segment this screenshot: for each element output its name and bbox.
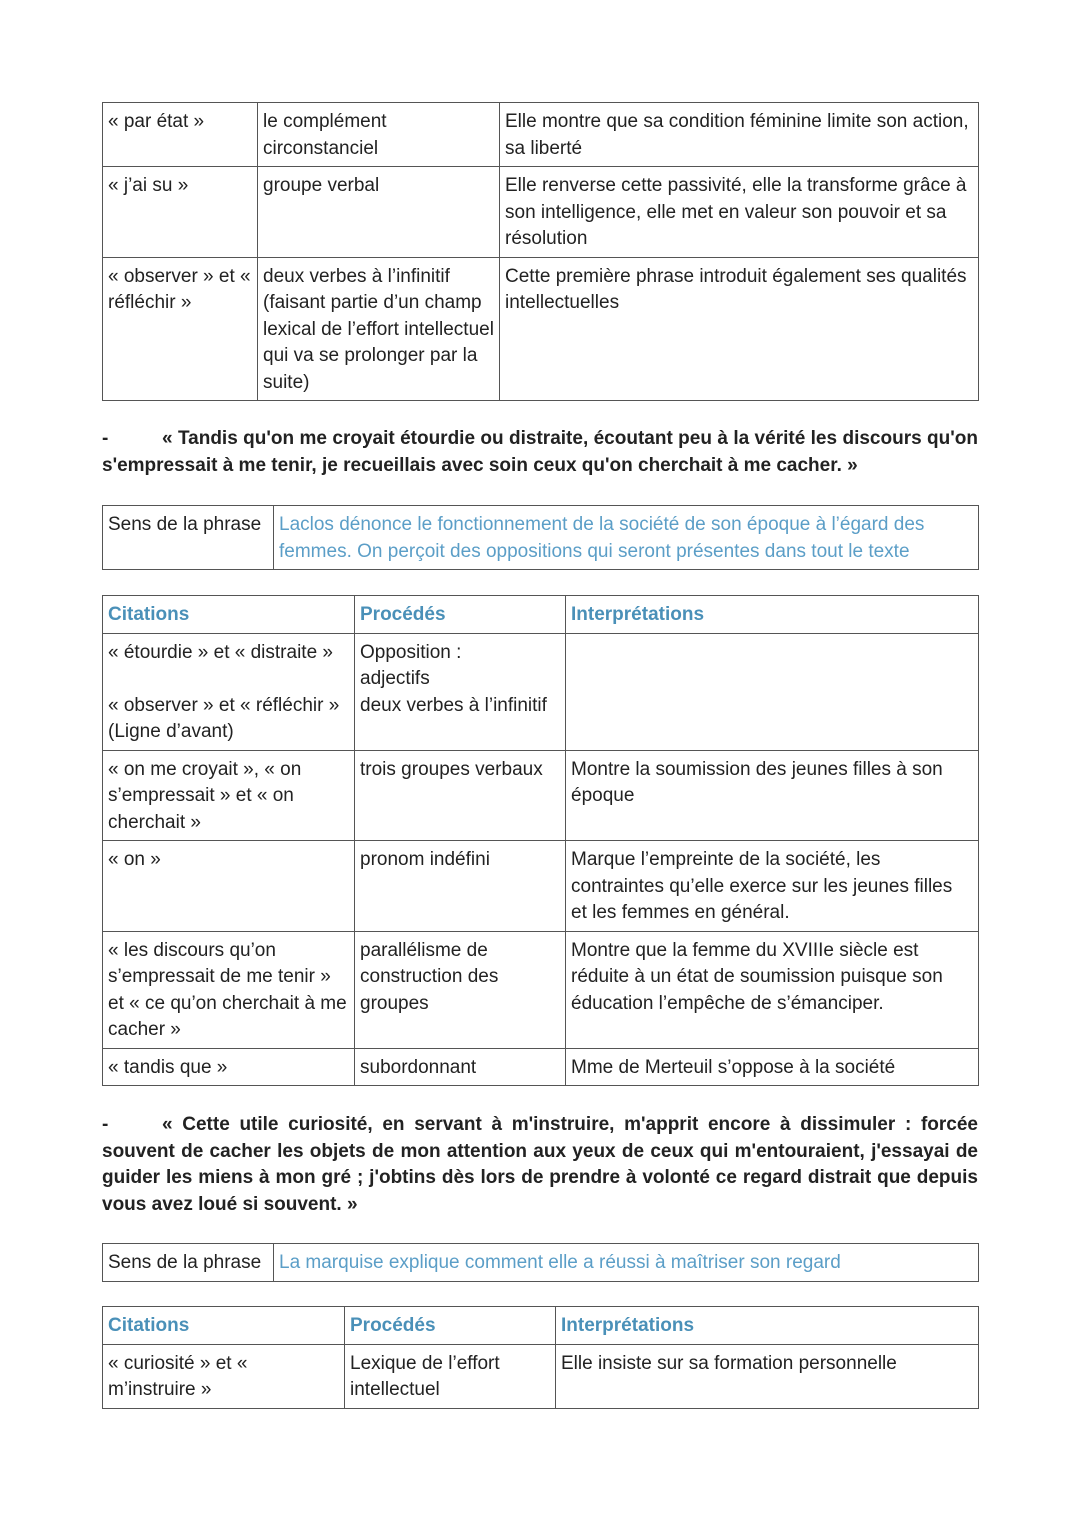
table-top <box>102 102 979 401</box>
cell-procede: groupe verbal <box>258 167 500 258</box>
cell-citation: « les discours qu’on s’empressait de me tenir » et « ce qu’on cherchait à me cacher » <box>103 931 355 1048</box>
cell-citation: « curiosité » et « m’instruire » <box>103 1344 345 1408</box>
cell-procede: le complément circonstanciel <box>258 103 500 167</box>
sens-table-1 <box>102 505 979 570</box>
cell-citation: « observer » et « réfléchir » <box>103 257 258 401</box>
quote-paragraph-1 <box>102 426 978 479</box>
table-row <box>103 1048 979 1086</box>
sens-text: Laclos dénonce le fonctionnement de la société de son époque à l’égard des femmes. On perçoit des oppositions qui seront présentes dans tout le texte <box>274 506 979 570</box>
cell-citation: « j’ai su » <box>103 167 258 258</box>
citation-line: « étourdie » et « distraite » <box>108 641 333 663</box>
sens-text: La marquise explique comment elle a réussi à maîtriser son regard <box>274 1244 979 1282</box>
cell-interpretation <box>566 633 979 750</box>
sens-table-2 <box>102 1243 979 1282</box>
header-procedes: Procédés <box>345 1307 556 1345</box>
sens-label: Sens de la phrase <box>103 506 274 570</box>
cell-interpretation: Elle insiste sur sa formation personnelle <box>556 1344 979 1408</box>
header-citations: Citations <box>103 1307 345 1345</box>
cell-procede: parallélisme de construction des groupes <box>355 931 566 1048</box>
cell-interpretation: Cette première phrase introduit également ses qualités intellectuelles <box>500 257 979 401</box>
cell-interpretation: Elle renverse cette passivité, elle la transforme grâce à son intelligence, elle met en valeur son pouvoir et sa résolution <box>500 167 979 258</box>
header-procedes: Procédés <box>355 596 566 634</box>
cell-interpretation: Montre la soumission des jeunes filles à son époque <box>566 750 979 841</box>
quote-text: « Cette utile curiosité, en servant à m'instruire, m'apprit encore à dissimuler : forcée souvent de cacher les objets de mon attention aux yeux de ceux qui m'entouraient, j'essayai de guider les miens à mon gré ; j'obtins dès lors de prendre à volonté ce regard distrait que depuis vous avez loué si souvent. » <box>102 1114 978 1215</box>
cell-interpretation: Montre que la femme du XVIIIe siècle est réduite à un état de soumission puisque son éducation l’empêche de s’émanciper. <box>566 931 979 1048</box>
cell-citation <box>103 633 355 750</box>
table-row <box>103 931 979 1048</box>
cell-citation: « on me croyait », « on s’empressait » et « on cherchait » <box>103 750 355 841</box>
table-row <box>103 103 979 167</box>
procede-line: Opposition : <box>360 641 462 663</box>
cell-citation: « par état » <box>103 103 258 167</box>
sens-label: Sens de la phrase <box>103 1244 274 1282</box>
cell-procede: subordonnant <box>355 1048 566 1086</box>
table-row <box>103 167 979 258</box>
list-dash: - <box>102 428 109 449</box>
procede-line: deux verbes à l’infinitif <box>360 694 547 716</box>
cell-citation: « on » <box>103 841 355 932</box>
citation-line: « observer » et « réfléchir » (Ligne d’avant) <box>108 694 340 742</box>
header-citations: Citations <box>103 596 355 634</box>
cell-interpretation: Marque l’empreinte de la société, les contraintes qu’elle exerce sur les jeunes filles et les femmes en général. <box>566 841 979 932</box>
table-header-row <box>103 596 979 634</box>
cell-citation: « tandis que » <box>103 1048 355 1086</box>
header-interpretations: Interprétations <box>556 1307 979 1345</box>
cell-procede: deux verbes à l’infinitif (faisant partie d’un champ lexical de l’effort intellectuel qui va se prolonger par la suite) <box>258 257 500 401</box>
table-row <box>103 750 979 841</box>
procede-line: adjectifs <box>360 668 430 689</box>
cell-interpretation: Mme de Merteuil s’oppose à la société <box>566 1048 979 1086</box>
list-dash: - <box>102 1114 109 1135</box>
table-row <box>103 1344 979 1408</box>
table-row <box>103 633 979 750</box>
table-header-row <box>103 1307 979 1345</box>
header-interpretations: Interprétations <box>566 596 979 634</box>
table-analysis-1 <box>102 595 979 1086</box>
cell-interpretation: Elle montre que sa condition féminine limite son action, sa liberté <box>500 103 979 167</box>
cell-procede: pronom indéfini <box>355 841 566 932</box>
quote-text: « Tandis qu'on me croyait étourdie ou distraite, écoutant peu à la vérité les discours qu'on s'empressait à me tenir, je recueillais avec soin ceux qu'on cherchait à me cacher. » <box>102 428 978 476</box>
quote-paragraph-2 <box>102 1112 978 1218</box>
cell-procede: trois groupes verbaux <box>355 750 566 841</box>
table-row <box>103 257 979 401</box>
cell-procede: Lexique de l’effort intellectuel <box>345 1344 556 1408</box>
cell-procede <box>355 633 566 750</box>
table-row <box>103 506 979 570</box>
table-analysis-2 <box>102 1306 979 1409</box>
table-row <box>103 1244 979 1282</box>
table-row <box>103 841 979 932</box>
